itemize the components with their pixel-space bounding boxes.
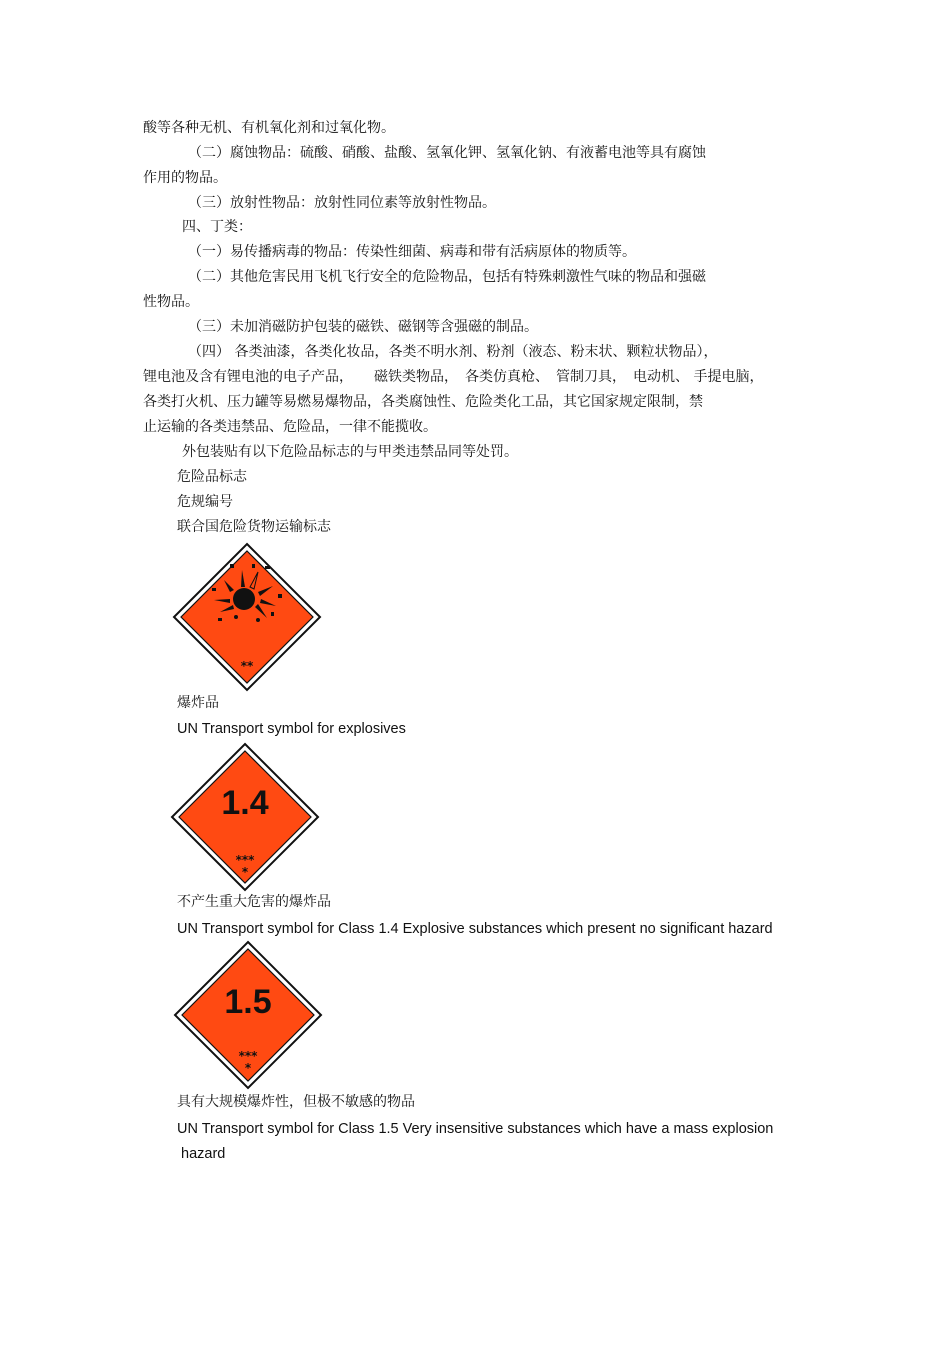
text-line: 危险品标志: [177, 469, 247, 485]
sign-caption-en: UN Transport symbol for Class 1.5 Very insensitive substances which have a mass explosion: [177, 1121, 774, 1137]
text-line: 性物品。: [143, 294, 199, 310]
text-line: （二）腐蚀物品：硫酸、硝酸、盐酸、氢氧化钾、氢氧化钠、有液蓄电池等具有腐蚀: [188, 145, 706, 161]
sign-stars: **: [240, 659, 254, 673]
text-line: 外包装贴有以下危险品标志的与甲类违禁品同等处罚。: [182, 444, 518, 460]
sign-caption-en: UN Transport symbol for explosives: [177, 721, 406, 737]
sign-caption-en: UN Transport symbol for Class 1.4 Explosive substances which present no significant hazard: [177, 921, 773, 937]
text-line: 作用的物品。: [143, 170, 227, 186]
text-line: 酸等各种无机、有机氧化剂和过氧化物。: [143, 120, 395, 136]
class-1-4-hazard-sign: [170, 742, 320, 892]
sign-stars: ***: [235, 853, 255, 867]
text-line: （二）其他危害民用飞机飞行安全的危险物品，包括有特殊刺激性气味的物品和强磁: [188, 269, 706, 285]
sign-caption-cn: 具有大规模爆炸性，但极不敏感的物品: [177, 1094, 415, 1110]
text-line: 危规编号: [177, 494, 233, 510]
sign-caption-cn: 不产生重大危害的爆炸品: [177, 894, 331, 910]
text-line: 锂电池及含有锂电池的电子产品， 磁铁类物品， 各类仿真枪、 管制刀具， 电动机、 手提电脑，: [143, 369, 764, 385]
text-line: （一）易传播病毒的物品：传染性细菌、病毒和带有活病原体的物质等。: [188, 244, 636, 260]
svg-text:*: *: [244, 1061, 252, 1075]
svg-text:*: *: [241, 865, 249, 879]
sign-stars: ***: [238, 1049, 258, 1063]
sign-class-label: 1.5: [224, 983, 272, 1021]
text-line: 联合国危险货物运输标志: [177, 519, 331, 535]
sign-class-label: 1.4: [221, 784, 269, 822]
sign-caption-cn: 爆炸品: [177, 695, 219, 711]
section-heading: 四、丁类：: [182, 219, 252, 235]
explosive-hazard-sign: [172, 542, 322, 692]
sign-caption-en-continued: hazard: [181, 1146, 226, 1162]
text-line: （三）未加消磁防护包装的磁铁、磁钢等含强磁的制品。: [188, 319, 538, 335]
text-line: （四） 各类油漆，各类化妆品，各类不明水剂、粉剂（液态、粉末状、颗粒状物品），: [188, 344, 718, 360]
text-line: 止运输的各类违禁品、危险品，一律不能揽收。: [143, 419, 437, 435]
text-line: 各类打火机、压力罐等易燃易爆物品，各类腐蚀性、危险类化工品，其它国家规定限制，禁: [143, 394, 703, 410]
class-1-5-hazard-sign: [173, 940, 323, 1090]
text-line: （三）放射性物品：放射性同位素等放射性物品。: [188, 195, 496, 211]
